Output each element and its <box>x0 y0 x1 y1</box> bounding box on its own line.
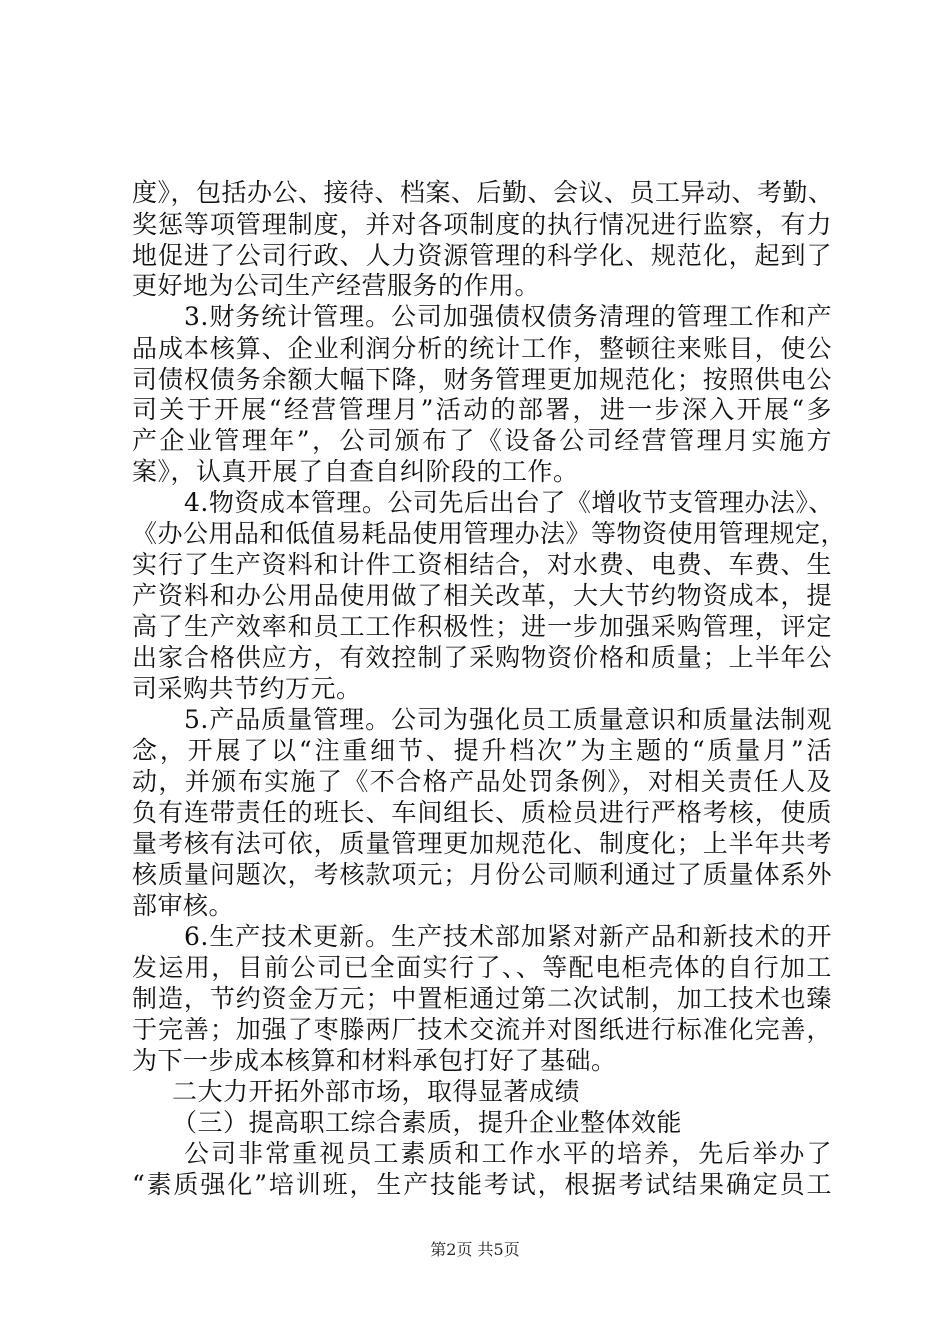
text-line: 3.财务统计管理。公司加强债权债务清理的管理工作和产 <box>184 302 832 331</box>
text-line: 量考核有法可依，质量管理更加规范化、制度化；上半年共考 <box>132 829 832 858</box>
text-line: 4.物资成本管理。公司先后出台了《增收节支管理办法》、 <box>184 488 834 517</box>
text-line: 司采购共节约万元。 <box>132 674 362 703</box>
text-line: 6.生产技术更新。生产技术部加紧对新产品和新技术的开 <box>184 922 832 951</box>
text-line: “素质强化”培训班，生产技能考试，根据考试结果确定员工 <box>132 1170 832 1199</box>
text-line: 司债权债务余额大幅下降，财务管理更加规范化；按照供电公 <box>132 365 832 394</box>
text-line: 动，并颁布实施了《不合格产品处罚条例》，对相关责任人及 <box>132 767 832 796</box>
text-line: 为下一步成本核算和材料承包打好了基础。 <box>132 1046 617 1075</box>
text-line: 公司非常重视员工素质和工作水平的培养，先后举办了 <box>184 1139 832 1168</box>
page-number-footer: 第2页 共5页 <box>430 1240 520 1259</box>
text-line: 司关于开展“经营管理月”活动的部署，进一步深入开展“多 <box>132 395 832 424</box>
text-line: 负有连带责任的班长、车间组长、质检员进行严格考核，使质 <box>132 798 832 827</box>
text-line: 发运用，目前公司已全面实行了、、等配电柜壳体的自行加工 <box>132 953 832 982</box>
text-line: 实行了生产资料和计件工资相结合，对水费、电费、车费、生 <box>132 550 832 579</box>
text-line: 出家合格供应方，有效控制了采购物资价格和质量；上半年公 <box>132 643 832 672</box>
text-line: 《办公用品和低值易耗品使用管理办法》等物资使用管理规定， <box>132 519 847 548</box>
text-line: 品成本核算、企业利润分析的统计工作，整顿往来账目，使公 <box>132 334 832 363</box>
text-line: 于完善；加强了枣滕两厂技术交流并对图纸进行标准化完善， <box>132 1015 832 1044</box>
text-line: 案》，认真开展了自查自纠阶段的工作。 <box>132 457 579 486</box>
text-line: 产企业管理年”，公司颁布了《设备公司经营管理月实施方 <box>132 426 832 455</box>
text-line: 地促进了公司行政、人力资源管理的科学化、规范化，起到了 <box>132 241 832 270</box>
text-line: 念，开展了以“注重细节、提升档次”为主题的“质量月”活 <box>132 736 832 765</box>
text-line: 5.产品质量管理。公司为强化员工质量意识和质量法制观 <box>184 705 832 734</box>
text-line: 高了生产效率和员工工作积极性；进一步加强采购管理，评定 <box>132 612 832 641</box>
text-line: 制造，节约资金万元；中置柜通过第二次试制，加工技术也臻 <box>132 984 832 1013</box>
text-line: 部审核。 <box>132 891 235 920</box>
text-line: 度》，包括办公、接待、档案、后勤、会议、员工异动、考勤、 <box>132 178 834 207</box>
section-heading: （三）提高职工综合素质，提升企业整体效能 <box>172 1108 683 1137</box>
section-heading: 二大力开拓外部市场，取得显著成绩 <box>172 1077 581 1106</box>
text-line: 产资料和办公用品使用做了相关改革，大大节约物资成本，提 <box>132 581 832 610</box>
text-line: 奖惩等项管理制度，并对各项制度的执行情况进行监察，有力 <box>132 210 832 239</box>
text-line: 更好地为公司生产经营服务的作用。 <box>132 271 541 300</box>
text-line: 核质量问题次，考核款项元；月份公司顺利通过了质量体系外 <box>132 860 832 889</box>
